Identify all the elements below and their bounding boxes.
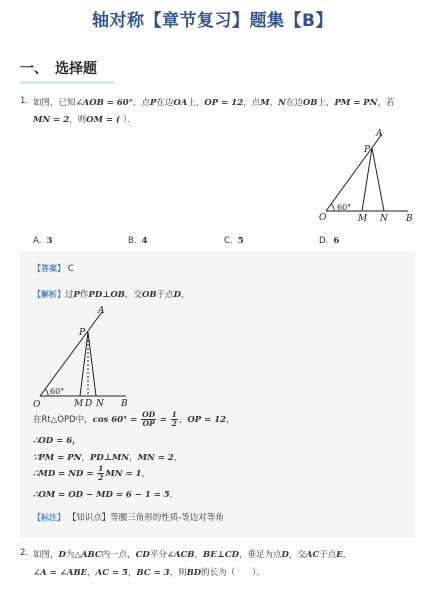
analysis-fig-label-m: M: [74, 399, 84, 409]
analysis-math: OB: [141, 290, 157, 300]
analysis-math: PD⊥OB: [88, 290, 125, 300]
analysis-fig-label-n: N: [96, 399, 104, 409]
q1-text: 在边: [156, 98, 174, 108]
step-math: MN = 1: [105, 469, 142, 479]
q1-math: PM = PN: [334, 98, 378, 108]
q1-math: M: [260, 98, 270, 108]
answer-tag: 【答案】: [33, 264, 65, 273]
q1-text: 在边: [285, 98, 303, 108]
q2-math: BD: [186, 568, 202, 578]
analysis-figure: [28, 302, 138, 410]
analysis-fig-label-b: B: [121, 399, 128, 409]
q1-fig-label-o: O: [319, 213, 327, 223]
step-text: ，: [81, 453, 90, 463]
solution-step-3: [33, 451, 182, 463]
q1-fig-label-b: B: [406, 214, 413, 224]
q1-fig-label-m: M: [358, 214, 368, 224]
q1-text: 如图，已知: [33, 98, 76, 108]
q2-text: ，: [127, 568, 137, 578]
analysis-math: D: [173, 290, 181, 300]
q1-math: ∠AOB = 60°: [75, 98, 133, 108]
option-b[interactable]: [128, 228, 148, 247]
q2-math: △ABC: [74, 550, 102, 560]
q1-math: P: [149, 98, 157, 108]
q2-text: 平分: [149, 550, 167, 560]
fraction-one-half: [171, 411, 178, 428]
note-tag: 【标注】: [33, 513, 65, 522]
step-math: =: [159, 415, 167, 425]
answer-line: [33, 263, 74, 274]
section-number: 一、: [20, 61, 48, 77]
q1-text: ，则: [69, 115, 87, 125]
q2-math: BC = 3: [136, 568, 170, 578]
note-text: 【知识点】等腰三角形的性质-等边对等角: [67, 513, 224, 523]
fraction-numerator: 1: [171, 410, 177, 419]
q2-text: 于点: [319, 550, 337, 560]
page-title: 轴对称【章节复习】题集【B】: [92, 11, 333, 31]
step-math: ∴MD = ND =: [33, 469, 94, 479]
fraction-numerator: OD: [142, 410, 156, 419]
q2-math: ∠A = ∠ABE: [33, 568, 88, 578]
step-math: ∴OM = OD − MD = 6 − 1 = 5: [33, 490, 170, 500]
q2-text: ，交: [288, 550, 306, 560]
question-2-number: 2.: [20, 548, 29, 558]
note-line: [33, 511, 224, 523]
step-text: 在Rt△OPD中，: [33, 415, 93, 425]
step-text: ，: [226, 415, 235, 425]
q1-math: N: [278, 98, 286, 108]
analysis-text: ，交: [124, 290, 142, 300]
q2-math: AC = 5: [95, 568, 128, 578]
analysis-text: 于点: [156, 290, 174, 300]
option-a[interactable]: [33, 228, 52, 247]
q2-math: D: [58, 550, 66, 560]
solution-step-5: [33, 488, 178, 500]
step-text: ，: [173, 453, 183, 463]
q1-text: ，若: [377, 98, 395, 108]
option-value: 6: [333, 236, 340, 246]
q1-fig-label-n: N: [380, 214, 388, 224]
q1-text: ，: [269, 98, 279, 108]
q2-text: 如图，: [33, 550, 59, 560]
fraction-od-op: [141, 411, 156, 428]
q2-text: 内一点，: [101, 550, 136, 560]
step-math: PD⊥MN: [89, 453, 130, 463]
option-letter: B.: [128, 236, 137, 246]
question-2-line-2: [33, 566, 265, 578]
question-1-line-2: [33, 113, 136, 125]
analysis-fig-label-a: A: [98, 306, 105, 316]
fraction-numerator: 1: [98, 464, 104, 473]
step-math: ∴OD = 6，: [33, 436, 81, 446]
question-2-line-1: [33, 548, 351, 560]
analysis-line: [33, 288, 189, 300]
q1-text: ）．: [120, 115, 136, 125]
q1-text: ，点: [132, 98, 150, 108]
q1-fig-label-p: P: [364, 145, 371, 155]
option-value: 4: [141, 236, 148, 246]
q2-text: ，: [194, 550, 204, 560]
q2-text: 为: [65, 550, 75, 560]
step-math: cos 60° =: [92, 415, 138, 425]
step-text: ．: [169, 490, 179, 500]
q1-text: 上，: [187, 98, 205, 108]
q2-math: CD: [135, 550, 150, 560]
q2-text: ，则: [169, 568, 187, 578]
q2-text: ，垂足为点: [238, 550, 282, 560]
option-d[interactable]: [319, 228, 339, 247]
solution-step-2: [33, 434, 81, 446]
step-text: ，: [129, 453, 138, 463]
analysis-text: ，: [180, 290, 190, 300]
fraction-denominator: 2: [171, 419, 177, 428]
question-1-line-1: [33, 96, 394, 108]
analysis-fig-label-o: O: [33, 400, 41, 410]
q2-math: AC: [305, 550, 320, 560]
solution-step-4: [33, 465, 150, 482]
solution-step-1: [33, 411, 235, 428]
q1-fig-label-a: A: [376, 129, 383, 139]
q1-text: 上，: [317, 98, 335, 108]
q1-math: OM = (: [86, 115, 121, 125]
fraction-denominator: OP: [142, 419, 155, 428]
q1-math: OA: [173, 98, 188, 108]
analysis-text: 作: [79, 290, 89, 300]
q2-math: D: [281, 550, 289, 560]
q2-text: ，: [87, 568, 96, 578]
analysis-fig-label-p: P: [79, 328, 86, 338]
analysis-math: P: [73, 290, 80, 300]
section-underline: [20, 81, 115, 84]
analysis-fig-angle: 60°: [50, 387, 65, 396]
analysis-text: 过: [65, 290, 74, 300]
option-value: 3: [46, 236, 53, 246]
option-value: 5: [237, 236, 244, 246]
q2-math: ∠ACB: [166, 550, 195, 560]
step-math: OP = 12: [187, 415, 227, 425]
section-title: 选择题: [55, 61, 97, 77]
q2-math: BE⊥CD: [203, 550, 239, 560]
q1-text: ，点: [243, 98, 261, 108]
analysis-tag: 【解析】: [33, 290, 65, 299]
q1-math: OB: [302, 98, 318, 108]
q1-math: OP = 12: [204, 98, 244, 108]
step-text: ，: [178, 415, 188, 425]
step-math: MN = 2: [137, 453, 174, 463]
option-letter: C.: [224, 236, 233, 246]
step-text: ，: [141, 469, 151, 479]
question-1-figure: [310, 124, 420, 224]
q1-fig-angle: 60°: [337, 203, 352, 212]
option-letter: D.: [319, 236, 329, 246]
q2-text: ，: [342, 550, 352, 560]
answer-value: C: [67, 264, 74, 274]
analysis-fig-label-d: D: [85, 399, 93, 409]
option-letter: A.: [33, 236, 42, 246]
q2-text: 的长为（ ）．: [201, 568, 265, 578]
q1-math: MN = 2: [33, 115, 70, 125]
option-c[interactable]: [224, 228, 244, 247]
step-math: ∵PM = PN: [33, 453, 82, 463]
fraction-one-half: [97, 465, 104, 482]
fraction-denominator: 2: [98, 473, 104, 482]
question-1-number: 1.: [20, 96, 29, 106]
q2-math: E: [336, 550, 343, 560]
